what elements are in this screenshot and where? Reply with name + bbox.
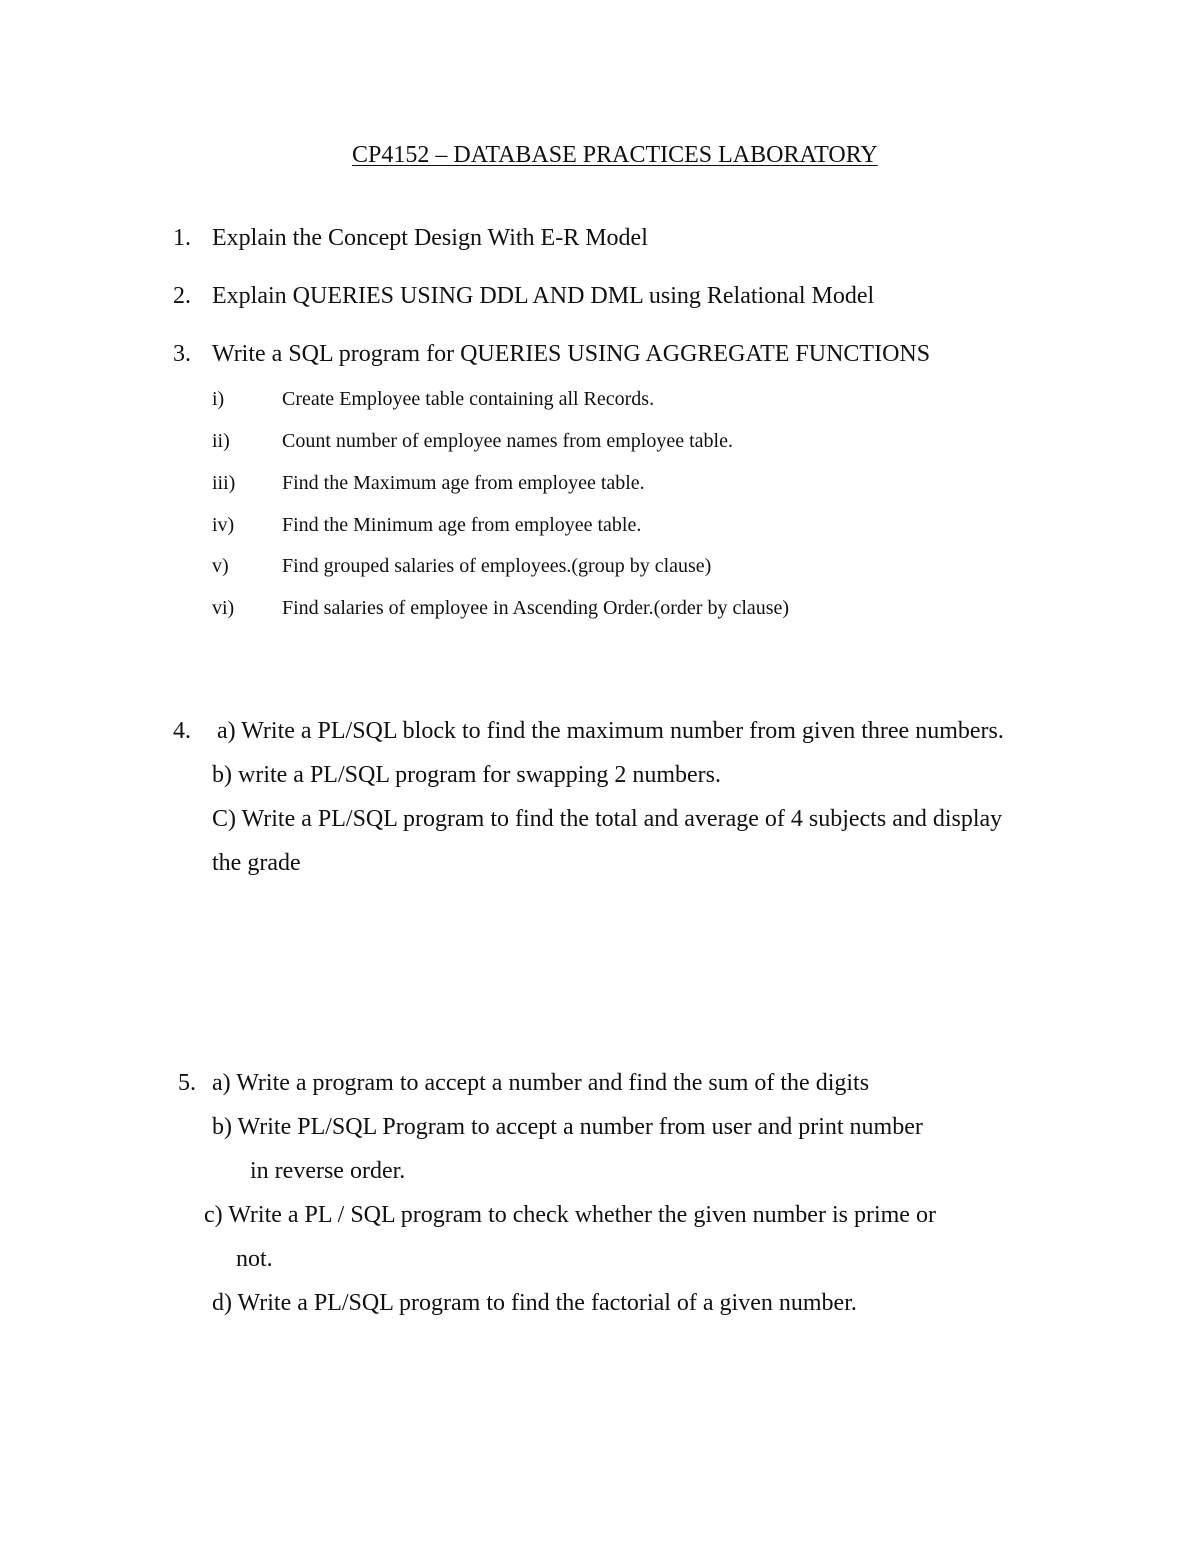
subitem-label: iii)	[212, 472, 236, 494]
subitem-text: Count number of employee names from employee table.	[282, 430, 733, 452]
item-4-line: the grade	[212, 850, 301, 876]
subitem-text: Find salaries of employee in Ascending Order.(order by clause)	[282, 597, 790, 619]
subitem-text: Find grouped salaries of employees.(group by clause)	[282, 555, 712, 577]
item-3-number: 3.	[173, 341, 191, 367]
subitem-text: Create Employee table containing all Records.	[282, 388, 655, 410]
subitem-label: vi)	[212, 597, 235, 619]
subitem-label: v)	[212, 555, 229, 577]
item-4-line: a) Write a PL/SQL block to find the maximum number from given three numbers.	[217, 718, 1004, 744]
item-1-text: Explain the Concept Design With E-R Model	[212, 225, 648, 251]
document-title: CP4152 – DATABASE PRACTICES LABORATORY	[352, 142, 878, 168]
subitem-text: Find the Minimum age from employee table.	[282, 514, 642, 536]
subitem-label: iv)	[212, 514, 235, 536]
item-5-line: b) Write PL/SQL Program to accept a number from user and print number	[212, 1114, 923, 1140]
item-4-number: 4.	[173, 718, 191, 744]
item-4-line: C) Write a PL/SQL program to find the total and average of 4 subjects and display	[212, 806, 1003, 832]
item-5-line: a) Write a program to accept a number and find the sum of the digits	[212, 1070, 870, 1096]
item-5-line: not.	[236, 1246, 273, 1272]
item-5-line: d) Write a PL/SQL program to find the factorial of a given number.	[212, 1290, 857, 1316]
subitem-label: i)	[212, 388, 225, 410]
item-1-number: 1.	[173, 225, 191, 251]
subitem-text: Find the Maximum age from employee table.	[282, 472, 645, 494]
item-5-number: 5.	[178, 1070, 196, 1096]
item-5-line: c) Write a PL / SQL program to check whether the given number is prime or	[204, 1202, 936, 1228]
item-2-number: 2.	[173, 283, 191, 309]
item-2-text: Explain QUERIES USING DDL AND DML using Relational Model	[212, 283, 875, 309]
item-3-text: Write a SQL program for QUERIES USING AGGREGATE FUNCTIONS	[212, 341, 931, 367]
subitem-label: ii)	[212, 430, 230, 452]
item-5-line: in reverse order.	[250, 1158, 406, 1184]
item-4-line: b) write a PL/SQL program for swapping 2 numbers.	[212, 762, 722, 788]
